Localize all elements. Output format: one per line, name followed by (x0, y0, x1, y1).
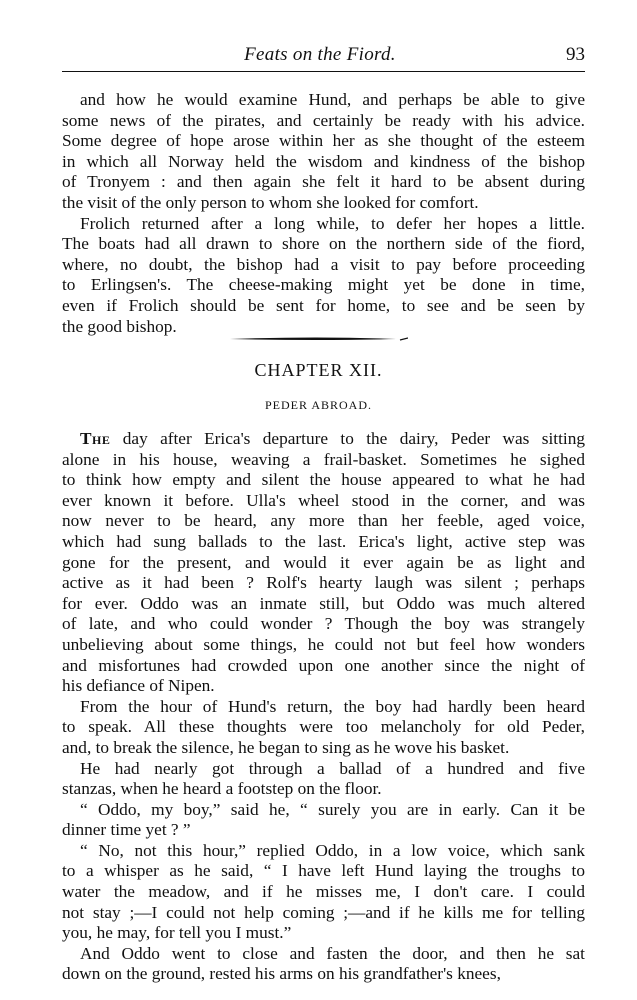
text-line (62, 697, 585, 718)
line-text: the good bishop. (62, 316, 177, 336)
text-line (62, 429, 585, 450)
line-text: for ever. Oddo was an inmate still, but Oddo was much altered (62, 593, 585, 613)
text-line (62, 172, 585, 193)
paragraph (62, 429, 585, 697)
line-text: “ No, not this hour,” replied Oddo, in a low voice, which sank (80, 840, 585, 860)
text-line (62, 903, 585, 924)
paragraph (62, 90, 585, 214)
text-line (62, 964, 585, 985)
line-text: where, no doubt, the bishop had a visit to pay before proceeding (62, 254, 585, 274)
line-text: the visit of the only person to whom she looked for comfort. (62, 192, 479, 212)
text-line (62, 152, 585, 173)
text-block-bottom (62, 429, 585, 985)
paragraph (62, 759, 585, 800)
text-line (62, 882, 585, 903)
text-block-top (62, 90, 585, 337)
paragraph (62, 841, 585, 944)
paragraph (62, 944, 585, 985)
line-text: in which all Norway held the wisdom and kindness of the bishop (62, 151, 585, 171)
text-line (62, 275, 585, 296)
paragraph (62, 800, 585, 841)
line-text: and, to break the silence, he began to sing as he wove his basket. (62, 737, 510, 757)
text-line (62, 841, 585, 862)
text-line (62, 511, 585, 532)
line-text: to a whisper as he said, “ I have left Hund laying the troughs to (62, 861, 585, 881)
text-line (62, 738, 585, 759)
text-line (62, 944, 585, 965)
line-text: not stay ;—I could not help coming ;—and if he kills me for telling (62, 902, 585, 922)
line-text: even if Frolich should be sent for home, to see and be seen by (62, 295, 585, 315)
text-line (62, 759, 585, 780)
line-text: his defiance of Nipen. (62, 676, 215, 696)
line-text: which had sung ballads to the last. Erica's light, active step was (62, 531, 585, 551)
line-text: day after Erica's departure to the dairy, Peder was sitting (110, 429, 585, 448)
paragraph (62, 697, 585, 759)
text-line (62, 532, 585, 553)
line-text: to think how empty and silent the house appeared to what he had (62, 470, 585, 490)
text-line (62, 923, 585, 944)
line-text: and how he would examine Hund, and perhaps be able to give (80, 90, 585, 109)
page-number: 93 (566, 44, 585, 65)
text-line (62, 131, 585, 152)
text-line (62, 111, 585, 132)
text-line (62, 214, 585, 235)
text-line (62, 450, 585, 471)
line-text: you, he may, for tell you I must.” (62, 923, 292, 943)
text-line (62, 635, 585, 656)
text-line (62, 861, 585, 882)
line-text: “ Oddo, my boy,” said he, “ surely you are in early. Can it be (80, 799, 585, 819)
line-text: alone in his house, weaving a frail-basket. Sometimes he sighed (62, 449, 585, 469)
text-line (62, 779, 585, 800)
text-line (62, 296, 585, 317)
text-line (62, 594, 585, 615)
line-text: unbelieving about some things, he could not but feel how wonders (62, 634, 585, 654)
chapter-opening-word: The (80, 429, 111, 448)
line-text: of Tronyem : and then again she felt it hard to be absent during (62, 172, 585, 192)
line-text: stanzas, when he heard a footstep on the floor. (62, 779, 382, 799)
line-text: some news of the pirates, and certainly be ready with his advice. (62, 110, 585, 130)
line-text: And Oddo went to close and fasten the door, and then he sat (80, 943, 585, 963)
running-title: Feats on the Fiord. (244, 44, 396, 65)
line-text: Some degree of hope arose within her as she thought of the esteem (62, 131, 585, 151)
header-rule (62, 71, 585, 72)
line-text: of late, and who could wonder ? Though the boy was strangely (62, 614, 585, 634)
paragraph (62, 214, 585, 338)
text-line (62, 470, 585, 491)
line-text: water the meadow, and if he misses me, I don't care. I could (62, 882, 585, 902)
line-text: down on the ground, rested his arms on his grandfather's knees, (62, 964, 501, 984)
text-line (62, 800, 585, 821)
text-line (62, 553, 585, 574)
text-line (62, 820, 585, 841)
line-text: ever known it before. Ulla's wheel stood in the corner, and was (62, 490, 585, 510)
line-text: to speak. All these thoughts were too melancholy for old Peder, (62, 717, 585, 737)
text-line (62, 614, 585, 635)
chapter-title: CHAPTER XII. (254, 360, 383, 380)
text-line (62, 90, 585, 111)
section-divider-ornament (228, 335, 408, 343)
line-text: The boats had all drawn to shore on the northern side of the fiord, (62, 234, 585, 254)
text-line (62, 676, 585, 697)
chapter-subtitle: PEDER ABROAD. (264, 398, 372, 412)
line-text: active as it had been ? Rolf's hearty laugh was silent ; perhaps (62, 573, 585, 593)
text-line (62, 656, 585, 677)
text-line (62, 717, 585, 738)
line-text: gone for the present, and would it ever again be as light and (62, 552, 585, 572)
line-text: Frolich returned after a long while, to defer her hopes a little. (80, 213, 585, 233)
line-text: From the hour of Hund's return, the boy had hardly been heard (80, 696, 585, 716)
line-text: He had nearly got through a ballad of a hundred and five (80, 758, 585, 778)
line-text: and misfortunes had crowded upon one another since the night of (62, 655, 585, 675)
line-text: now never to be heard, any more than her feeble, aged voice, (62, 511, 585, 531)
text-line (62, 255, 585, 276)
line-text: to Erlingsen's. The cheese-making might yet be done in time, (62, 275, 585, 295)
text-line (62, 193, 585, 214)
line-text: dinner time yet ? ” (62, 820, 191, 840)
text-line (62, 573, 585, 594)
text-line (62, 491, 585, 512)
text-line (62, 234, 585, 255)
